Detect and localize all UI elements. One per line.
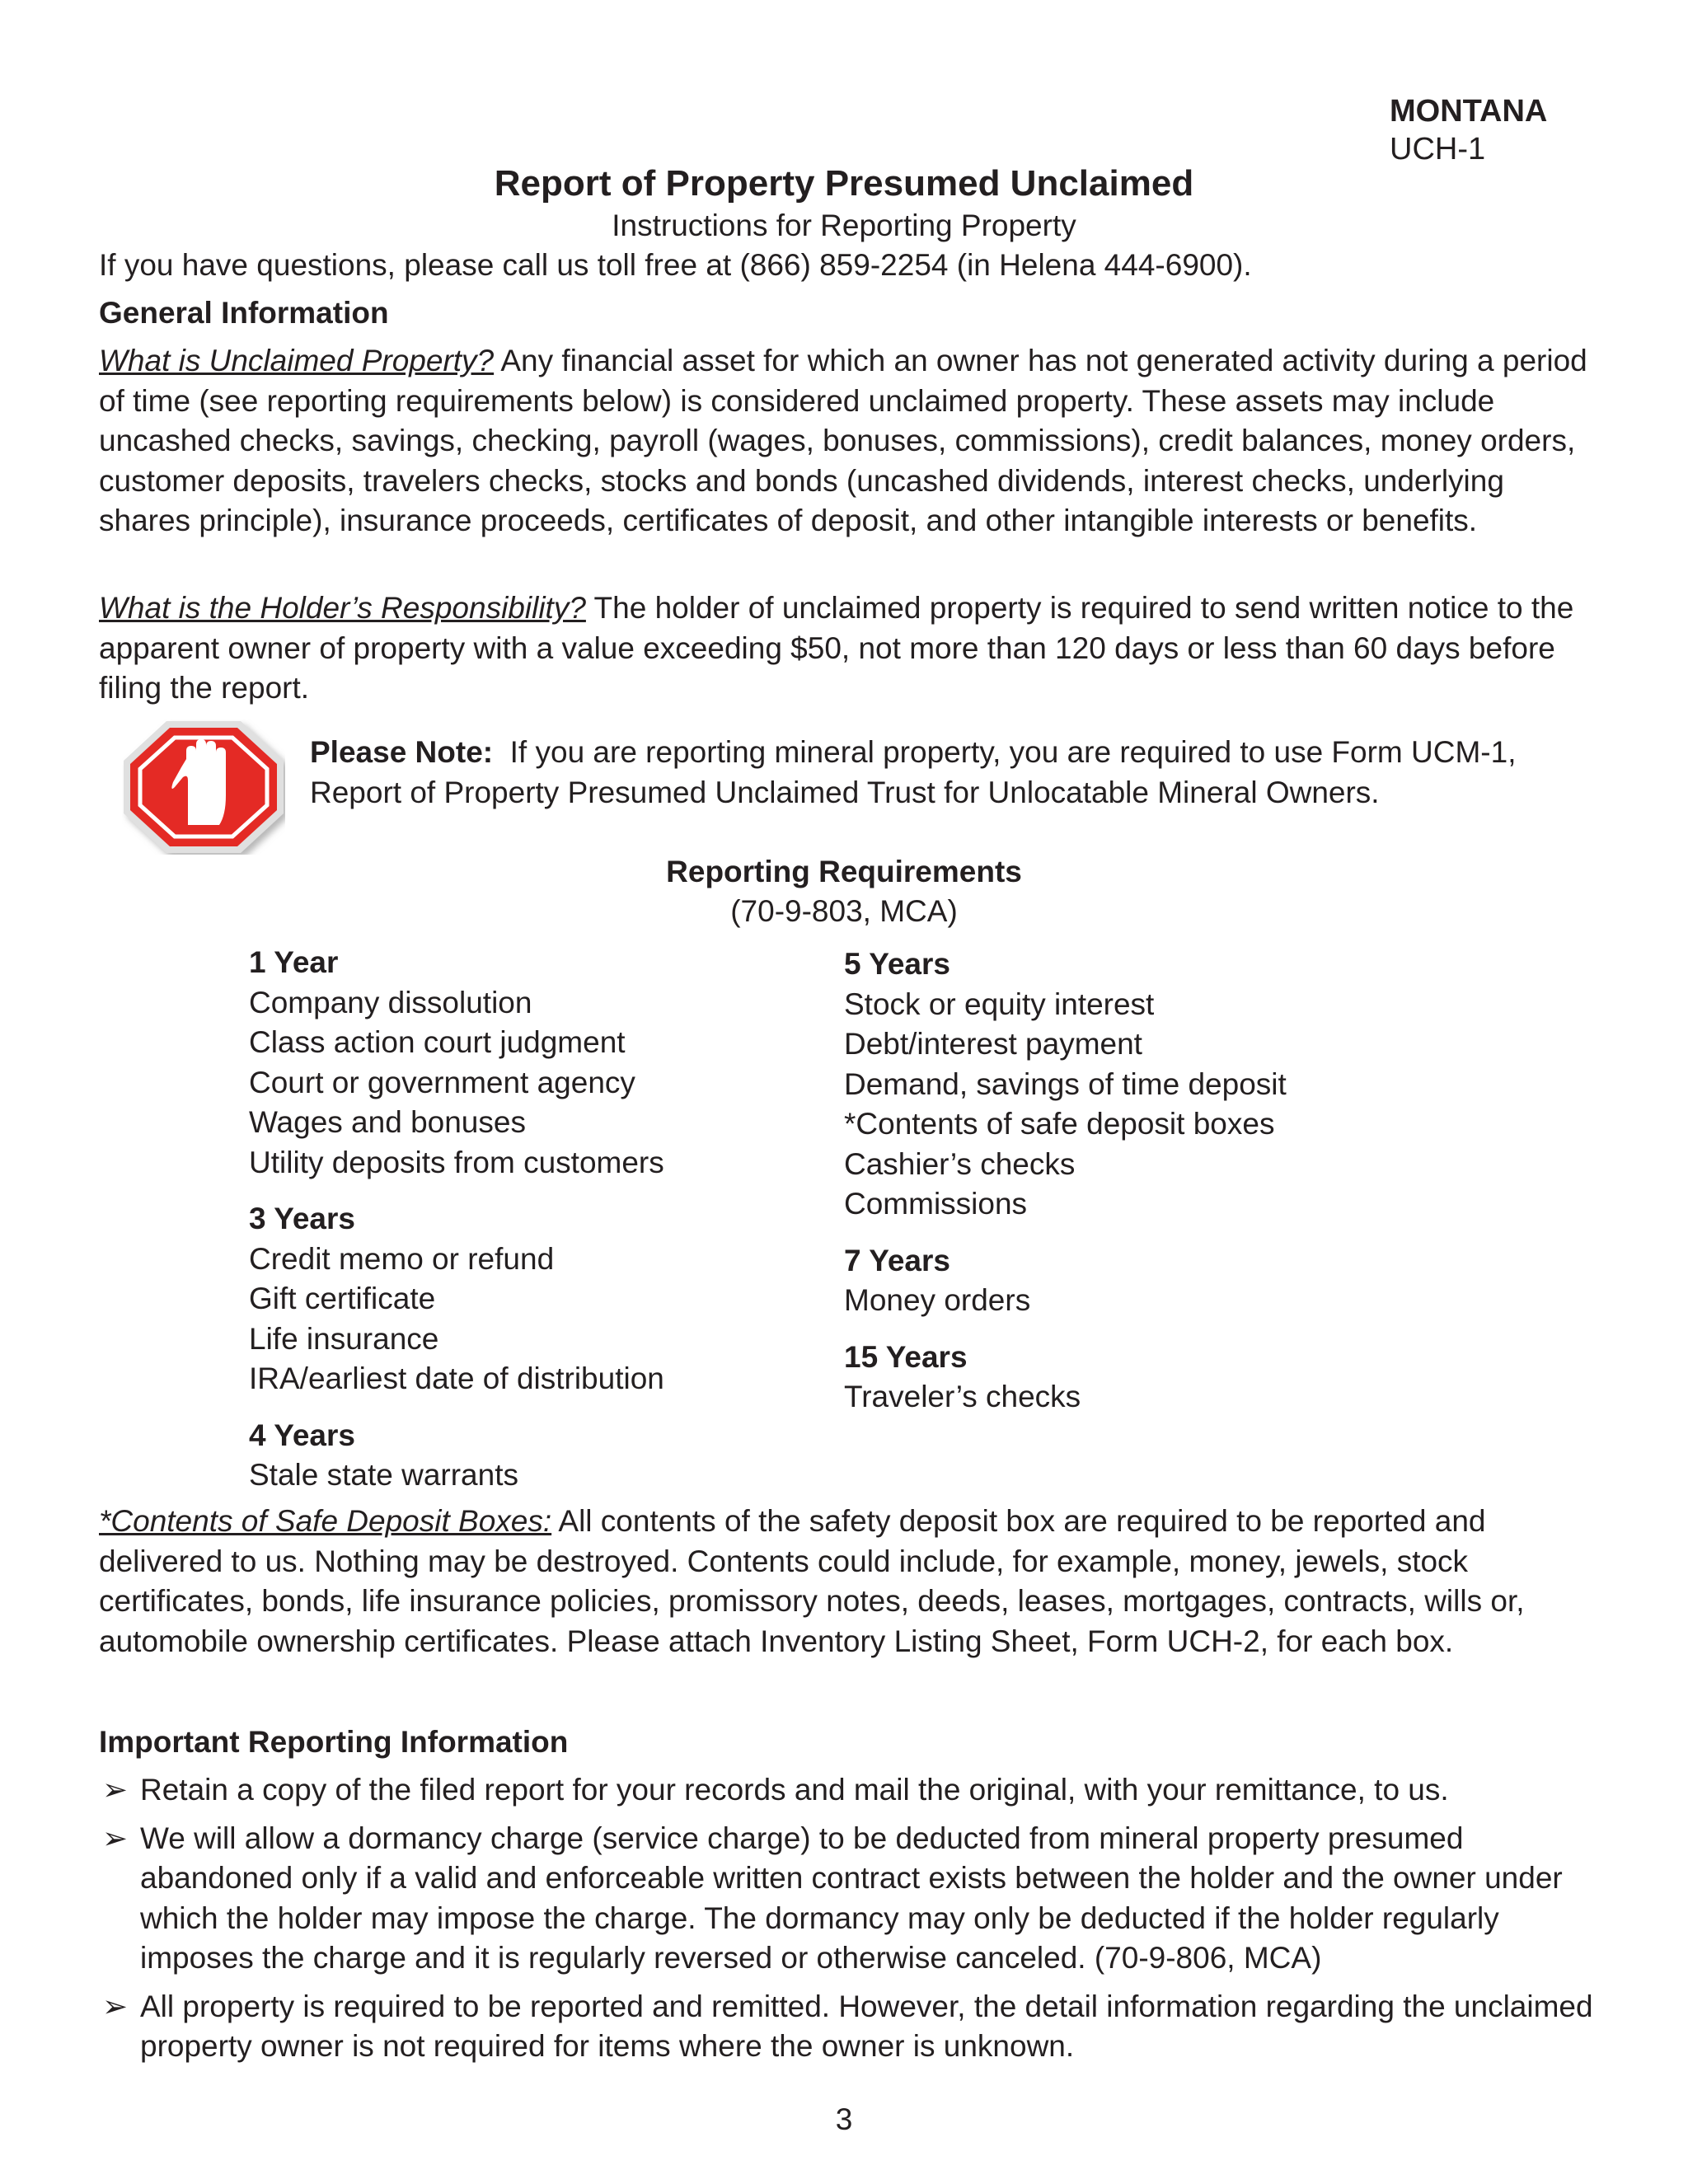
requirement-item: Cashier’s checks bbox=[844, 1146, 1076, 1181]
requirement-item: Wages and bonuses bbox=[249, 1105, 526, 1139]
requirement-group bbox=[249, 1199, 776, 1399]
holder-responsibility-text: The holder of unclaimed property is required to send written notice to the apparent owner of property with a value exceeding $50, not more than 120 days or less than 60 days before filing the report. bbox=[99, 591, 1574, 705]
period-label: 4 Years bbox=[249, 1418, 355, 1452]
requirement-item: Money orders bbox=[844, 1283, 1031, 1317]
general-info-heading: General Information bbox=[99, 296, 389, 330]
arrow-bullet-icon: ➢ bbox=[102, 1773, 129, 1807]
bullet-text: All property is required to be reported and remitted. However, the detail information regarding the unclaimed property owner is not required for items where the owner is unknown. bbox=[140, 1989, 1593, 2063]
period-label: 1 Year bbox=[249, 945, 339, 979]
requirements-right-column bbox=[844, 944, 1437, 1434]
page-number: 3 bbox=[835, 2102, 853, 2136]
requirement-item: Court or government agency bbox=[249, 1065, 635, 1099]
please-note-text: If you are reporting mineral property, you are required to use Form UCM-1, Report of Property Presumed Unclaimed Trust for Unlocatable Mineral Owners. bbox=[310, 735, 1517, 809]
requirement-item: Traveler’s checks bbox=[844, 1380, 1081, 1413]
list-item bbox=[99, 1987, 1599, 2067]
state-name: MONTANA bbox=[1390, 94, 1548, 129]
bullet-text: Retain a copy of the filed report for your records and mail the original, with your remittance, to us. bbox=[140, 1773, 1449, 1807]
requirements-heading: Reporting Requirements bbox=[666, 855, 1022, 888]
list-item bbox=[99, 1819, 1599, 1979]
requirement-group bbox=[844, 1338, 1437, 1418]
requirement-item: Commissions bbox=[844, 1187, 1028, 1221]
unclaimed-property-text: Any financial asset for which an owner has not generated activity during a period of time (see reporting requirements below) is considered unclaimed property. These assets may include uncashed checks, savings, checking, payroll (wages, bonuses, commissions), credit balances, money orders, customer deposits, travelers checks, stocks and bonds (uncashed dividends, interest checks, underlying shares principle), insurance proceeds, certificates of deposit, and other intangible interests or benefits. bbox=[99, 344, 1587, 537]
requirements-citation: (70-9-803, MCA) bbox=[730, 894, 958, 928]
requirement-item: Class action court judgment bbox=[249, 1025, 626, 1059]
period-label: 3 Years bbox=[249, 1202, 355, 1235]
safe-deposit-label: *Contents of Safe Deposit Boxes: bbox=[99, 1504, 552, 1538]
list-item bbox=[99, 1770, 1599, 1811]
requirement-item: Life insurance bbox=[249, 1321, 439, 1356]
unclaimed-property-paragraph bbox=[99, 341, 1599, 541]
requirement-item: IRA/earliest date of distribution bbox=[249, 1361, 664, 1395]
requirement-group bbox=[844, 944, 1437, 1225]
bullet-text: We will allow a dormancy charge (service charge) to be deducted from mineral property presumed abandoned only if a valid and enforceable written contract exists between the holder and the owner under which the holder may impose the charge. The dormancy may only be deducted if the holder regularly imposes the charge and it is regularly reversed or otherwise canceled. (70-9-806, MCA) bbox=[140, 1821, 1563, 1975]
page-title: Report of Property Presumed Unclaimed bbox=[494, 163, 1194, 204]
arrow-bullet-icon: ➢ bbox=[102, 1821, 129, 1855]
requirement-item: Demand, savings of time deposit bbox=[844, 1066, 1287, 1101]
period-label: 7 Years bbox=[844, 1243, 950, 1277]
requirement-item: Utility deposits from customers bbox=[249, 1145, 664, 1179]
requirement-group bbox=[249, 1416, 776, 1496]
requirement-item: *Contents of safe deposit boxes bbox=[844, 1107, 1275, 1141]
requirement-item: Gift certificate bbox=[249, 1282, 436, 1315]
period-label: 5 Years bbox=[844, 947, 950, 981]
safe-deposit-paragraph bbox=[99, 1502, 1599, 1661]
important-bullet-list bbox=[99, 1770, 1599, 2075]
requirement-item: Debt/interest payment bbox=[844, 1027, 1142, 1061]
requirement-item: Stale state warrants bbox=[249, 1458, 518, 1492]
unclaimed-property-label: What is Unclaimed Property? bbox=[99, 344, 495, 377]
period-label: 15 Years bbox=[844, 1339, 968, 1374]
important-info-heading: Important Reporting Information bbox=[99, 1725, 569, 1759]
please-note bbox=[310, 733, 1546, 813]
contact-line: If you have questions, please call us toll free at (866) 859-2254 (in Helena 444-6900). bbox=[99, 248, 1252, 282]
stop-sign-graphic bbox=[122, 719, 285, 855]
arrow-bullet-icon: ➢ bbox=[102, 1989, 129, 2023]
requirement-item: Credit memo or refund bbox=[249, 1241, 555, 1276]
requirement-item: Company dissolution bbox=[249, 985, 532, 1019]
requirement-item: Stock or equity interest bbox=[844, 987, 1155, 1021]
page-subtitle: Instructions for Reporting Property bbox=[612, 209, 1076, 242]
form-id: UCH-1 bbox=[1390, 132, 1486, 166]
safe-deposit-text: All contents of the safety deposit box are required to be reported and delivered to us. Nothing may be destroyed. Contents could include, for example, money, jewels, stock certificates, bonds, life insurance policies, promissory notes, deeds, leases, mortgages, contracts, wills or, automobile ownership certificates. Please attach Inventory Listing Sheet, Form UCH-2, for each box. bbox=[99, 1504, 1525, 1658]
stop-hand-icon bbox=[122, 719, 285, 855]
holder-responsibility-paragraph bbox=[99, 588, 1599, 709]
requirements-left-column bbox=[249, 943, 776, 1512]
please-note-label: Please Note: bbox=[310, 735, 494, 769]
requirement-group bbox=[844, 1241, 1437, 1321]
requirement-group bbox=[249, 943, 776, 1183]
form-identifier bbox=[1390, 92, 1547, 168]
holder-responsibility-label: What is the Holder’s Responsibility? bbox=[99, 591, 586, 625]
